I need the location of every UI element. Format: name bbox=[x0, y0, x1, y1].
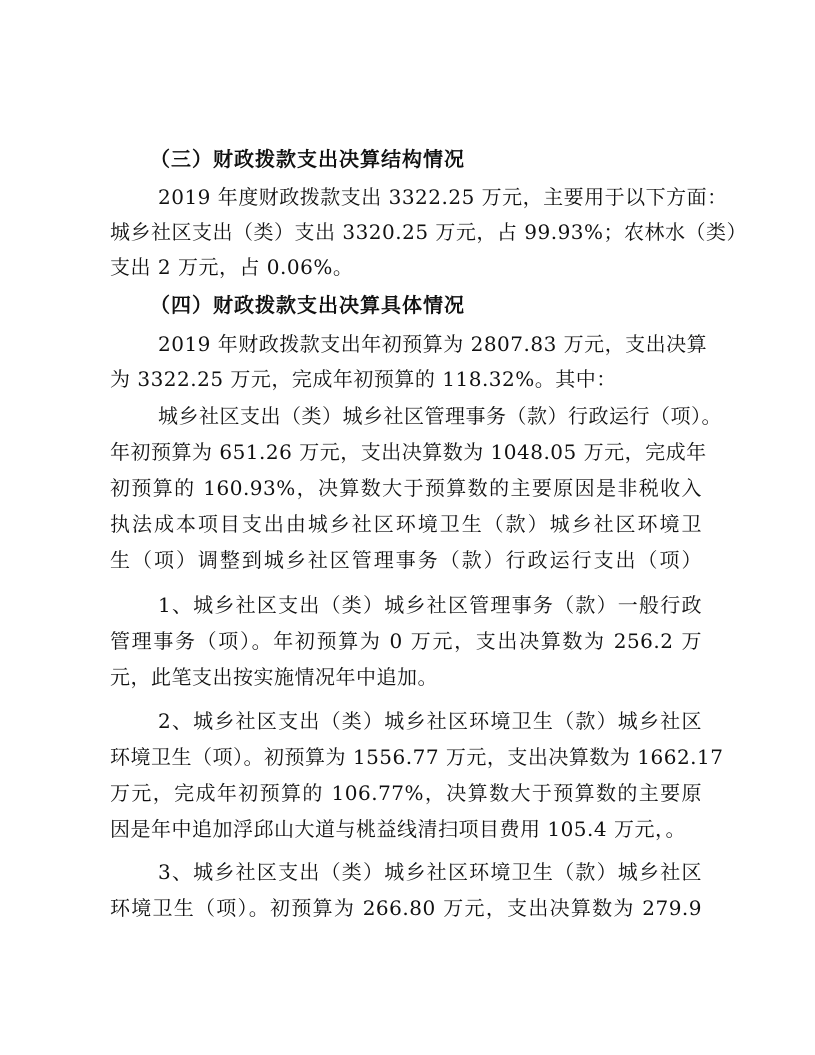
paragraph-line: 2019 年财政拨款支出年初预算为 2807.83 万元，支出决算 bbox=[158, 332, 708, 356]
paragraph-line: 因是年中追加浮邱山大道与桃益线清扫项目费用 105.4 万元，。 bbox=[110, 817, 686, 841]
paragraph-line: 支出 2 万元，占 0.06%。 bbox=[110, 255, 354, 279]
paragraph-line: 生（项）调整到城乡社区管理事务（款）行政运行支出（项） bbox=[110, 548, 702, 572]
paragraph-line: 环境卫生（项）。初预算为 266.80 万元，支出决算数为 279.9 bbox=[110, 896, 702, 920]
paragraph-line: 城乡社区支出（类）支出 3320.25 万元，占 99.93%；农林水（类） bbox=[110, 220, 748, 244]
paragraph-line: 执法成本项目支出由城乡社区环境卫生（款）城乡社区环境卫 bbox=[110, 512, 702, 536]
paragraph-line: 初预算的 160.93%，决算数大于预算数的主要原因是非税收入 bbox=[110, 476, 702, 500]
paragraph-line: 为 3322.25 万元，完成年初预算的 118.32%。其中： bbox=[110, 367, 617, 391]
paragraph-line: 2019 年度财政拨款支出 3322.25 万元，主要用于以下方面： bbox=[158, 185, 728, 209]
section-3-heading: （三）财政拨款支出决算结构情况 bbox=[150, 147, 465, 171]
paragraph-line: 年初预算为 651.26 万元，支出决算数为 1048.05 万元，完成年 bbox=[110, 440, 707, 464]
paragraph-line: 1、城乡社区支出（类）城乡社区管理事务（款）一般行政 bbox=[158, 593, 702, 617]
paragraph-line: 城乡社区支出（类）城乡社区管理事务（款）行政运行（项）。 bbox=[158, 404, 722, 428]
paragraph-line: 2、城乡社区支出（类）城乡社区环境卫生（款）城乡社区 bbox=[158, 709, 702, 733]
section-4-heading: （四）财政拨款支出决算具体情况 bbox=[150, 293, 465, 317]
paragraph-line: 万元，完成年初预算的 106.77%，决算数大于预算数的主要原 bbox=[110, 781, 702, 805]
paragraph-line: 管理事务（项）。年初预算为 0 万元，支出决算数为 256.2 万 bbox=[110, 629, 702, 653]
paragraph-line: 3、城乡社区支出（类）城乡社区环境卫生（款）城乡社区 bbox=[158, 860, 702, 884]
paragraph-line: 元，此笔支出按实施情况年中追加。 bbox=[110, 665, 438, 689]
paragraph-line: 环境卫生（项）。初预算为 1556.77 万元，支出决算数为 1662.17 bbox=[110, 745, 724, 769]
